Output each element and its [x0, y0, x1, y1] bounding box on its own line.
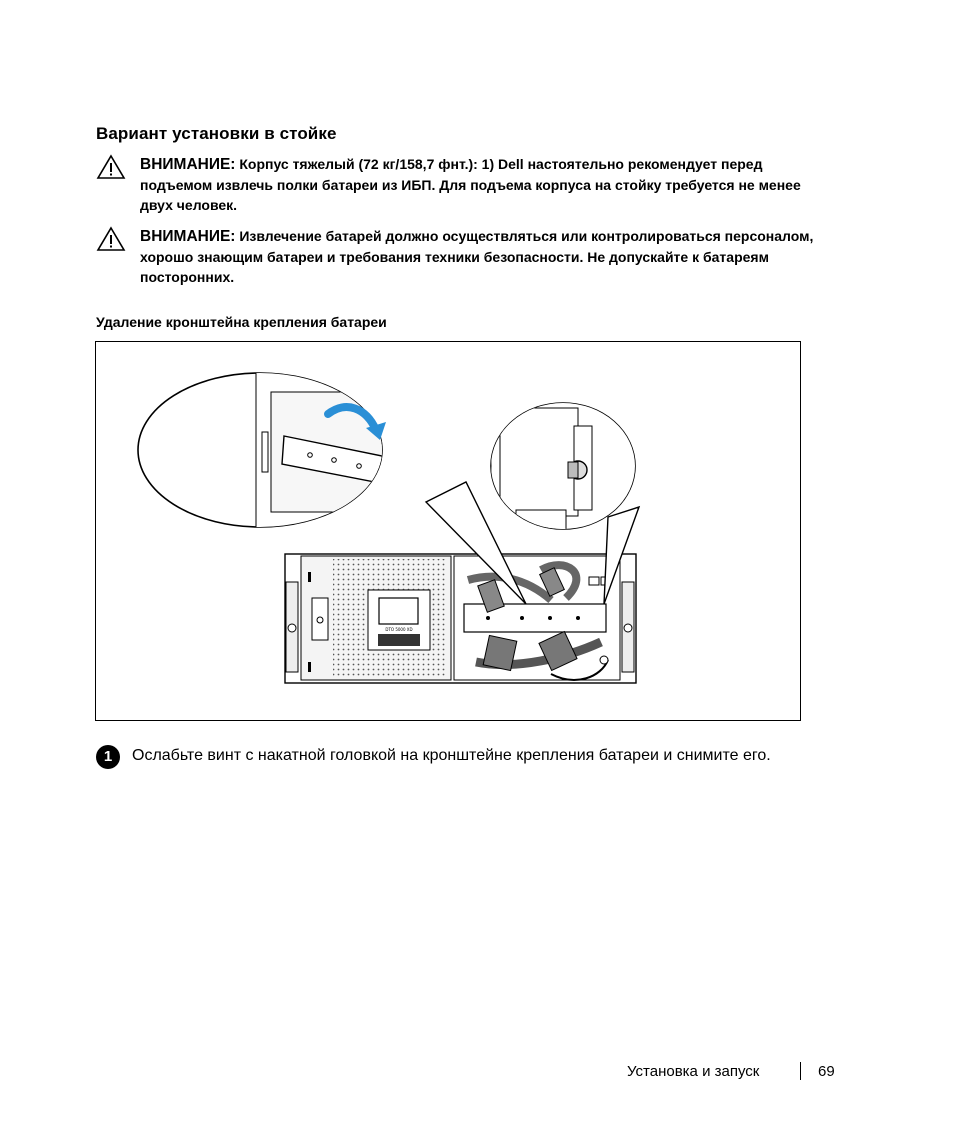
warning-label: ВНИМАНИЕ:: [140, 156, 236, 173]
figure-title: Удаление кронштейна крепления батареи: [96, 314, 387, 330]
battery-bracket-illustration: [96, 342, 802, 722]
footer-divider: [800, 1062, 801, 1080]
warning-label: ВНИМАНИЕ:: [140, 228, 236, 245]
warning-body: Извлечение батарей должно осуществляться или контролироваться персоналом, хорошо знающим батареи и требования техники безопасности. Не допускайте к батареям посторонних.: [140, 228, 814, 285]
step-number-badge: 1: [96, 745, 120, 769]
warning-body: Корпус тяжелый (72 кг/158,7 фнт.): 1) Dell настоятельно рекомендует перед подъемом извлечь полки батареи из ИБП. Для подъема корпуса на стойку требуется не менее двух человек.: [140, 156, 801, 213]
section-title: Вариант установки в стойке: [96, 124, 337, 143]
warning-triangle-icon: [96, 226, 126, 252]
ups-front-panel: [285, 554, 636, 683]
footer-page-number: 69: [818, 1063, 835, 1080]
warning-text: [140, 226, 830, 287]
magnified-view-bracket: [138, 372, 435, 552]
lcd-caption: DTO 5000 XD: [385, 627, 413, 632]
figure-frame: [95, 341, 801, 721]
footer-section-title: Установка и запуск: [627, 1063, 760, 1080]
step-text: Ослабьте винт с накатной головкой на кронштейне крепления батареи и снимите его.: [132, 747, 771, 764]
warning-text: [140, 154, 830, 215]
warning-triangle-icon: [96, 154, 126, 180]
